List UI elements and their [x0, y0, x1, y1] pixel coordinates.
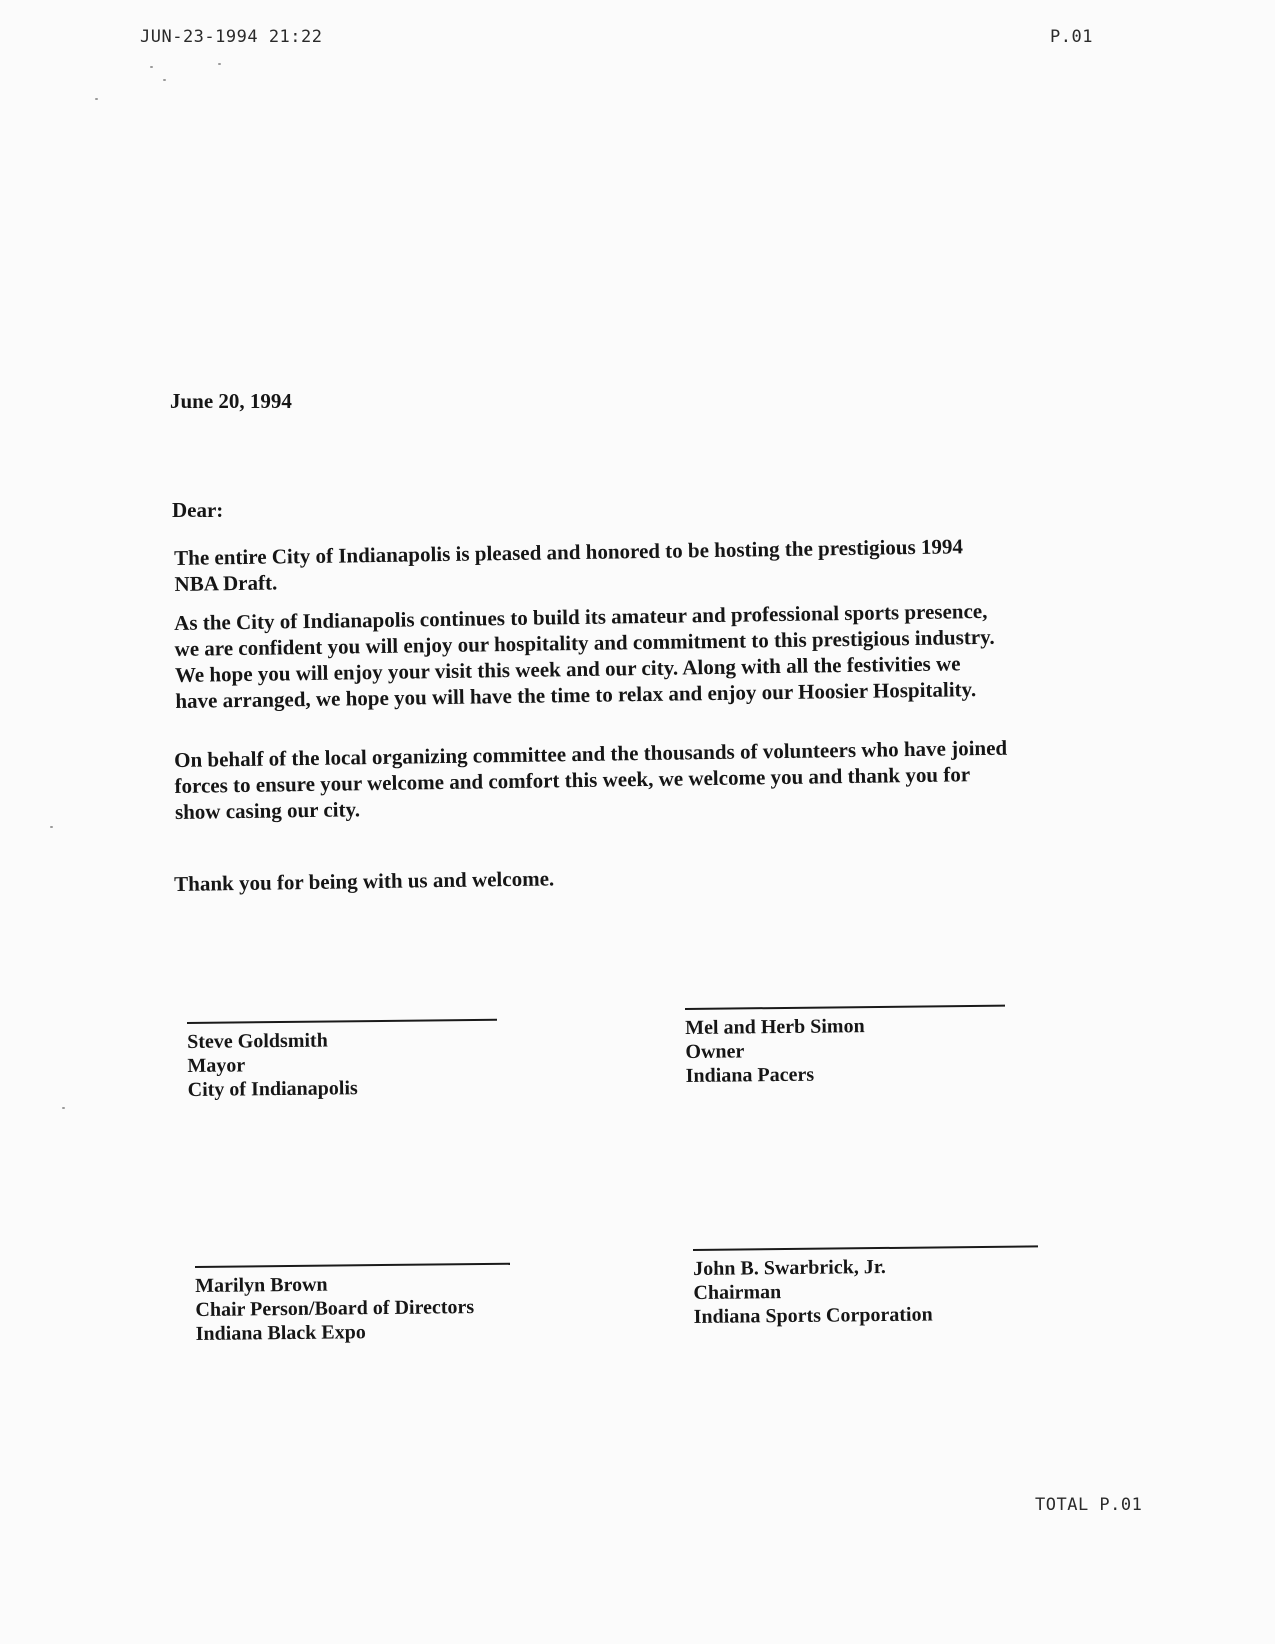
scan-speck: [62, 1107, 65, 1109]
signature-line: [187, 1019, 497, 1024]
signature-block: [195, 1263, 511, 1346]
paragraph-line: Thank you for being with us and welcome.: [174, 866, 555, 896]
signature-block: [685, 1005, 1006, 1088]
signature-block: [187, 1019, 498, 1102]
fax-header-page-number: P.01: [1050, 27, 1093, 47]
letter-paragraph: [174, 865, 554, 897]
paragraph-line: We hope you will enjoy your visit this week and our city. Along with all the festivities we: [174, 651, 961, 687]
fax-footer-total-pages: TOTAL P.01: [1035, 1495, 1143, 1515]
salutation: Dear:: [172, 498, 224, 522]
signatory-name: Marilyn Brown: [195, 1273, 328, 1297]
paragraph-line: NBA Draft.: [174, 570, 278, 596]
scan-speck: [50, 826, 53, 828]
letter-paragraph: [174, 735, 1008, 825]
letter-paragraph: [174, 598, 996, 714]
scan-speck: [150, 66, 153, 68]
paragraph-line: As the City of Indianapolis continues to build its amateur and professional sports presence,: [174, 598, 988, 635]
signatory-name: John B. Swarbrick, Jr.: [693, 1255, 886, 1280]
signatory-title: Chair Person/Board of Directors: [195, 1296, 475, 1321]
fax-header-datetime: JUN-23-1994 21:22: [140, 27, 323, 47]
letter-date: June 20, 1994: [170, 389, 292, 413]
paragraph-line: The entire City of Indianapolis is pleased and honored to be hosting the prestigious 1994: [174, 534, 964, 570]
signatory-organization: Indiana Black Expo: [195, 1321, 366, 1345]
paragraph-line: show casing our city.: [174, 797, 361, 824]
signatory-organization: City of Indianapolis: [187, 1077, 358, 1101]
scan-speck: [95, 98, 98, 100]
signatory-name: Steve Goldsmith: [187, 1029, 328, 1053]
paragraph-line: have arranged, we hope you will have the time to relax and enjoy our Hoosier Hospitality.: [175, 677, 977, 713]
paragraph-line: we are confident you will enjoy our hospitality and commitment to this prestigious industry.: [174, 624, 995, 661]
signatory-name: Mel and Herb Simon: [685, 1015, 865, 1039]
paragraph-line: On behalf of the local organizing committee and the thousands of volunteers who have joined: [174, 735, 1008, 772]
paragraph-line: forces to ensure your welcome and comfort this week, we welcome you and thank you for: [174, 762, 971, 798]
scan-speck: [163, 79, 166, 81]
signatory-title: Mayor: [187, 1054, 246, 1077]
signature-line: [195, 1263, 510, 1268]
signature-block: [693, 1245, 1039, 1329]
signatory-organization: Indiana Sports Corporation: [693, 1303, 933, 1328]
signature-line: [685, 1005, 1005, 1010]
scan-speck: [218, 63, 221, 65]
signatory-title: Chairman: [693, 1281, 782, 1304]
signatory-title: Owner: [685, 1040, 745, 1063]
signatory-organization: Indiana Pacers: [685, 1063, 815, 1087]
signature-line: [693, 1245, 1038, 1251]
letter-paragraph: [174, 533, 963, 597]
